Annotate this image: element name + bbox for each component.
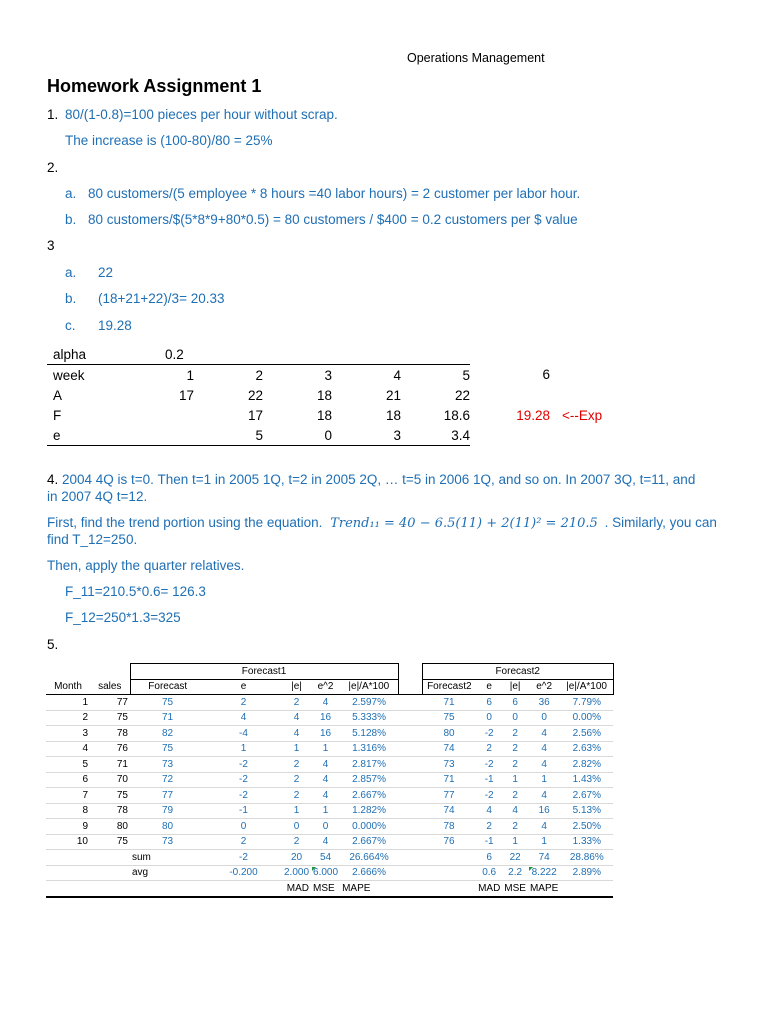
- q3-a-label: a.: [65, 265, 77, 280]
- alpha-value: 0.2: [165, 346, 184, 362]
- table-row: F 17 18 18 18.6 19.28 <--Exp: [47, 405, 602, 425]
- q4-trend-line2: find T_12=250.: [47, 532, 138, 547]
- exp-note: <--Exp: [562, 407, 603, 423]
- table-row: 1 77 75 2 2 4 2.597% 71 6 6 36 7.79%: [46, 695, 613, 711]
- table-row: 8 78 79 -1 1 1 1.282% 74 4 4 16 5.13%: [46, 803, 613, 819]
- q4-intro-line1: 2004 4Q is t=0. Then t=1 in 2005 1Q, t=2 in 2005 2Q, … t=5 in 2006 1Q, and so on. In 2007 3Q, t=11, and: [62, 472, 696, 487]
- q3-number: 3: [47, 238, 55, 253]
- q5-number: 5.: [47, 637, 59, 652]
- q4-relatives: Then, apply the quarter relatives.: [47, 558, 245, 573]
- alpha-label: alpha: [53, 346, 87, 362]
- q4-trend-text: First, find the trend portion using the equation. Trend₁₁ = 40 − 6.5(11) + 2(11)² = 210.5 . Similarly, you can: [47, 515, 717, 531]
- q1-number: 1.: [47, 107, 59, 122]
- q1-answer-line2: The increase is (100-80)/80 = 25%: [65, 133, 273, 148]
- q4-f11: F_11=210.5*0.6= 126.3: [65, 584, 206, 599]
- exp-smoothing-table: [47, 344, 602, 446]
- table-row: 2 75 71 4 4 16 5.333% 75 0 0 0 0.00%: [46, 710, 613, 726]
- page-title: Homework Assignment 1: [47, 76, 262, 96]
- table-row: 10 75 73 2 2 4 2.667% 76 -1 1 1 1.33%: [46, 834, 613, 850]
- forecast2-group-header: Forecast2: [422, 664, 613, 680]
- table-row: 5 71 73 -2 2 4 2.817% 73 -2 2 4 2.82%: [46, 757, 613, 773]
- forecast-error-table: [46, 663, 614, 898]
- measure-labels-row: MAD MSE MAPE MAD MSE MAPE: [46, 881, 613, 897]
- q4-intro-line2: in 2007 4Q t=12.: [47, 489, 148, 504]
- q1-answer-line1: 80/(1-0.8)=100 pieces per hour without scrap.: [65, 107, 338, 122]
- q2-a-label: a.: [65, 186, 77, 201]
- course-header: Operations Management: [407, 51, 545, 65]
- table-row: week 1 2 3 4 5 6: [47, 365, 602, 386]
- table-row: 4 76 75 1 1 1 1.316% 74 2 2 4 2.63%: [46, 741, 613, 757]
- avg-row: avg -0.200 2.000 6.000 2.666% 0.6 2.2 8.222 2.89%: [46, 865, 613, 881]
- q4-f12: F_12=250*1.3=325: [65, 610, 181, 625]
- q2-number: 2.: [47, 160, 59, 175]
- q3-c-answer: 19.28: [98, 318, 132, 333]
- table-row: e 5 0 3 3.4: [47, 425, 602, 446]
- q3-b-label: b.: [65, 291, 77, 306]
- table-row: 9 80 80 0 0 0 0.000% 78 2 2 4 2.50%: [46, 819, 613, 835]
- q2-b-label: b.: [65, 212, 77, 227]
- q4-number: 4.: [47, 472, 59, 487]
- table-row: 6 70 72 -2 2 4 2.857% 71 -1 1 1 1.43%: [46, 772, 613, 788]
- table-row: 7 75 77 -2 2 4 2.667% 77 -2 2 4 2.67%: [46, 788, 613, 804]
- forecast-week6: 19.28: [516, 407, 550, 423]
- q3-b-answer: (18+21+22)/3= 20.33: [98, 291, 225, 306]
- table-header-row: Month sales Forecast e |e| e^2 |e|/A*100 Forecast2 e |e| e^2 |e|/A*100: [46, 679, 613, 695]
- trend-formula: Trend₁₁ = 40 − 6.5(11) + 2(11)² = 210.5: [330, 516, 598, 531]
- table-row: A 17 22 18 21 22: [53, 387, 470, 403]
- q3-c-label: c.: [65, 318, 76, 333]
- q2-b-answer: 80 customers/$(5*8*9+80*0.5) = 80 customers / $400 = 0.2 customers per $ value: [88, 212, 578, 227]
- forecast1-group-header: Forecast1: [130, 664, 398, 680]
- q3-a-answer: 22: [98, 265, 114, 280]
- sum-row: sum -2 20 54 26.664% 6 22 74 28.86%: [46, 850, 613, 866]
- q2-a-answer: 80 customers/(5 employee * 8 hours =40 labor hours) = 2 customer per labor hour.: [88, 186, 581, 201]
- table-row: 3 78 82 -4 4 16 5.128% 80 -2 2 4 2.56%: [46, 726, 613, 742]
